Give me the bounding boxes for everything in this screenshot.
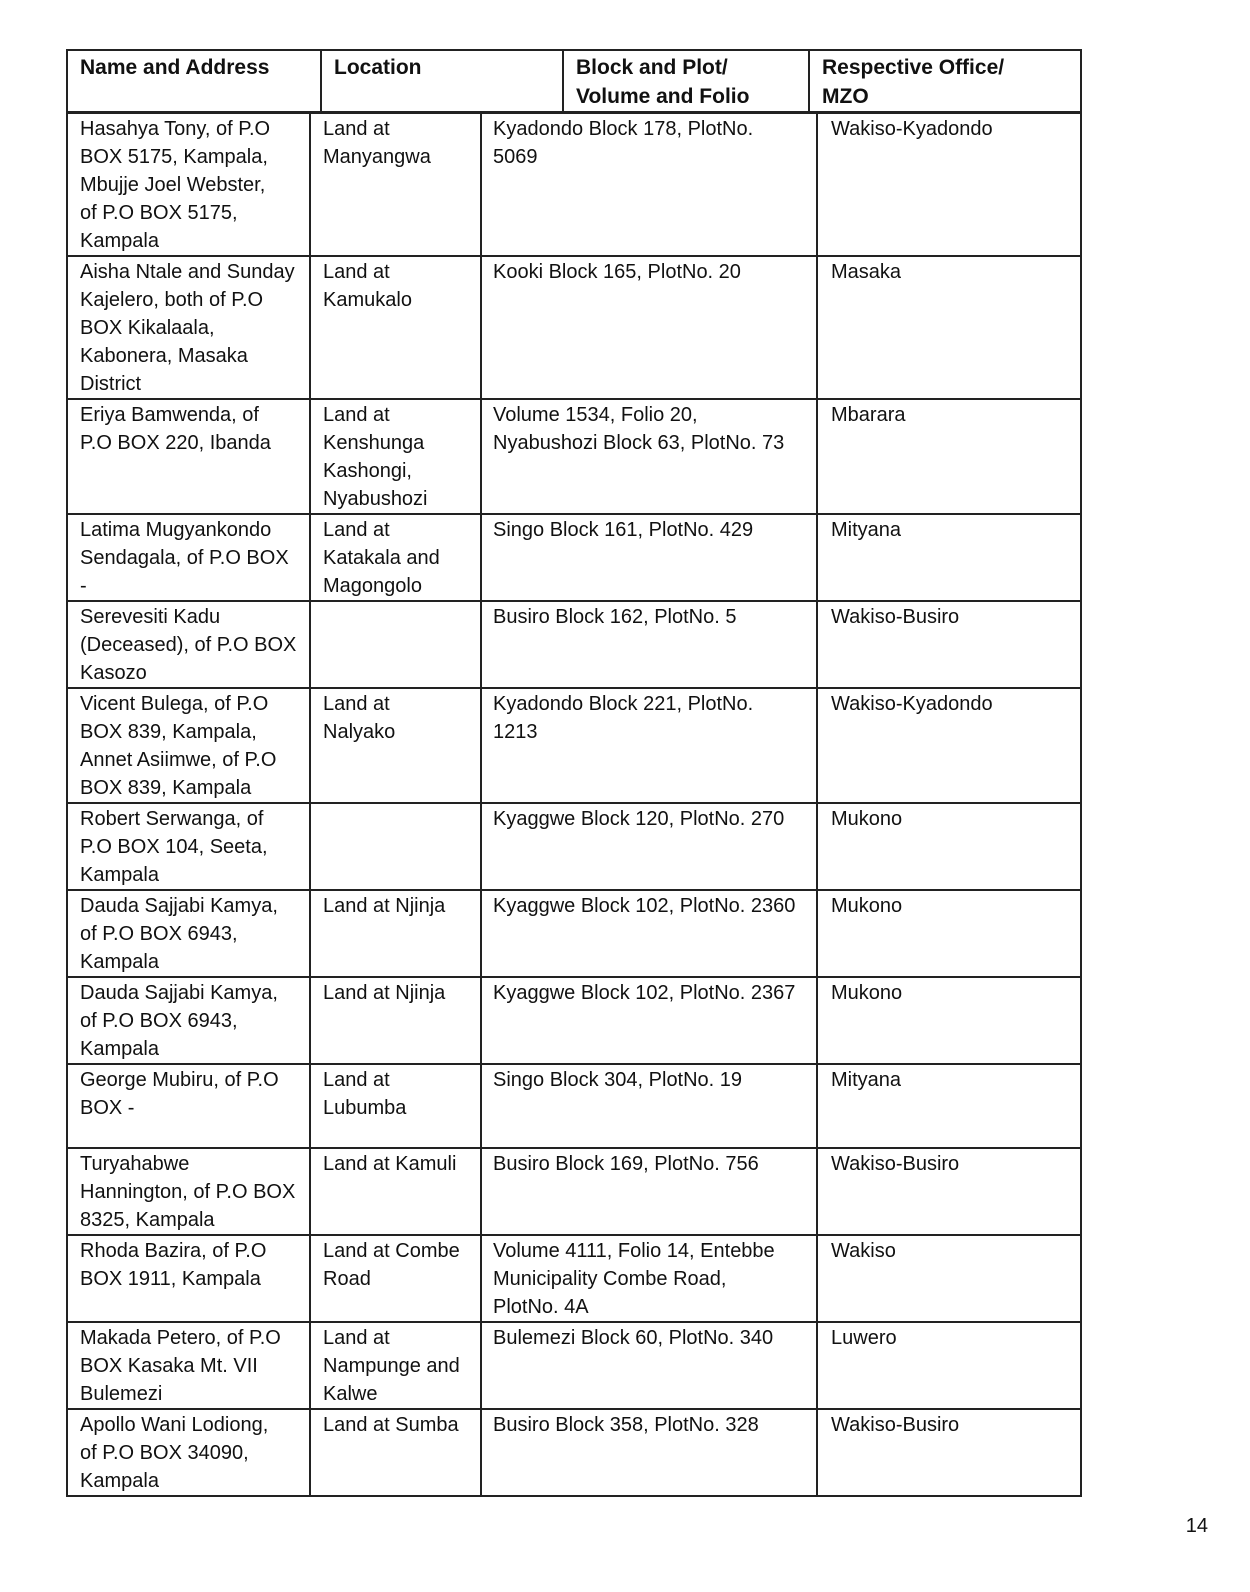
table-row: [67, 113, 1081, 256]
table-row: [67, 1322, 1081, 1409]
table-row: [67, 803, 1081, 890]
cell-line: Annet Asiimwe, of P.O: [80, 749, 277, 771]
cell-line: of P.O BOX 6943,: [80, 923, 238, 945]
cell-line: Luwero: [831, 1327, 897, 1349]
cell-name-address: [67, 1322, 310, 1409]
cell-name-address: [67, 1148, 310, 1235]
cell-line: Kyadondo Block 178, PlotNo.: [493, 118, 754, 140]
cell-line: P.O BOX 104, Seeta,: [80, 836, 268, 858]
cell-line: Sendagala, of P.O BOX -: [80, 547, 289, 597]
cell-line: Magongolo: [323, 575, 422, 597]
cell-block-plot: [481, 1064, 817, 1148]
table-row: [67, 514, 1081, 601]
cell-line: Kajelero, both of P.O: [80, 289, 264, 311]
cell-line: Kalwe: [323, 1383, 378, 1405]
cell-line: Land at: [323, 261, 390, 283]
cell-line: Mityana: [831, 1069, 902, 1091]
cell-line: Land at: [323, 118, 390, 140]
table-row: [67, 1235, 1081, 1322]
cell-line: Lubumba: [323, 1097, 407, 1119]
cell-respective-office: [817, 256, 1081, 399]
cell-line: BOX Kikalaala,: [80, 317, 215, 339]
header-location: [321, 50, 563, 112]
cell-respective-office: [817, 399, 1081, 514]
cell-name-address: [67, 1409, 310, 1496]
cell-line: Land at: [323, 1069, 390, 1091]
cell-line: BOX -: [80, 1097, 135, 1119]
cell-line: Singo Block 304, PlotNo. 19: [493, 1069, 743, 1091]
cell-block-plot: [481, 514, 817, 601]
cell-line: Katakala and: [323, 547, 440, 569]
table-row: [67, 1409, 1081, 1496]
table-row: [67, 1148, 1081, 1235]
cell-line: Kashongi,: [323, 460, 412, 482]
cell-line: BOX Kasaka Mt. VII: [80, 1355, 258, 1377]
cell-line: 1213: [493, 721, 538, 743]
cell-line: Serevesiti Kadu: [80, 606, 221, 628]
cell-respective-office: [817, 1409, 1081, 1496]
cell-line: Kampala: [80, 230, 159, 252]
cell-name-address: [67, 1235, 310, 1322]
cell-respective-office: [817, 514, 1081, 601]
cell-line: Land at Njinja: [323, 895, 446, 917]
cell-line: P.O BOX 220, Ibanda: [80, 432, 271, 454]
table-row: [67, 601, 1081, 688]
cell-line: Dauda Sajjabi Kamya,: [80, 982, 278, 1004]
header-text: MZO: [822, 85, 869, 108]
cell-location: [310, 1064, 481, 1148]
cell-line: Land at: [323, 693, 390, 715]
cell-line: Singo Block 161, PlotNo. 429: [493, 519, 754, 541]
cell-line: Land at: [323, 519, 390, 541]
cell-block-plot: [481, 977, 817, 1064]
cell-name-address: [67, 688, 310, 803]
cell-name-address: [67, 803, 310, 890]
cell-line: Manyangwa: [323, 146, 431, 168]
cell-line: Mukono: [831, 982, 903, 1004]
cell-block-plot: [481, 399, 817, 514]
cell-name-address: [67, 399, 310, 514]
cell-line: Municipality Combe Road,: [493, 1268, 727, 1290]
cell-line: Wakiso-Kyadondo: [831, 118, 993, 140]
cell-respective-office: [817, 803, 1081, 890]
cell-line: Dauda Sajjabi Kamya,: [80, 895, 278, 917]
page-number: 14: [1185, 1515, 1208, 1537]
cell-line: Apollo Wani Lodiong,: [80, 1414, 269, 1436]
cell-line: Latima Mugyankondo: [80, 519, 272, 541]
cell-line: Eriya Bamwenda, of: [80, 404, 259, 426]
cell-name-address: [67, 601, 310, 688]
cell-line: Busiro Block 358, PlotNo. 328: [493, 1414, 759, 1436]
table-row: [67, 688, 1081, 803]
cell-respective-office: [817, 601, 1081, 688]
cell-name-address: [67, 1064, 310, 1148]
cell-location: [310, 1409, 481, 1496]
cell-line: Land at Njinja: [323, 982, 446, 1004]
cell-line: Land at Kamuli: [323, 1153, 457, 1175]
cell-block-plot: [481, 1148, 817, 1235]
cell-location: [310, 1322, 481, 1409]
cell-line: Kampala: [80, 1470, 159, 1492]
cell-line: Land at Combe: [323, 1240, 460, 1262]
land-records-table: [66, 112, 1082, 1497]
cell-respective-office: [817, 890, 1081, 977]
cell-line: Road: [323, 1268, 371, 1290]
cell-location: [310, 514, 481, 601]
cell-block-plot: [481, 113, 817, 256]
cell-block-plot: [481, 688, 817, 803]
table-row: [67, 1064, 1081, 1148]
cell-location: [310, 803, 481, 890]
cell-name-address: [67, 890, 310, 977]
cell-respective-office: [817, 688, 1081, 803]
cell-line: Bulemezi: [80, 1383, 163, 1405]
cell-location: [310, 1235, 481, 1322]
table-row: [67, 977, 1081, 1064]
cell-respective-office: [817, 113, 1081, 256]
cell-block-plot: [481, 601, 817, 688]
cell-line: Kabonera, Masaka: [80, 345, 248, 367]
header-text: Respective Office/: [822, 56, 1005, 79]
cell-line: Kyadondo Block 221, PlotNo.: [493, 693, 754, 715]
cell-line: Kenshunga: [323, 432, 425, 454]
cell-line: Kyaggwe Block 120, PlotNo. 270: [493, 808, 785, 830]
header-block-plot: [563, 50, 809, 112]
table-header: [66, 49, 1082, 113]
cell-line: Nyabushozi: [323, 488, 428, 510]
cell-location: [310, 601, 481, 688]
cell-line: Robert Serwanga, of: [80, 808, 264, 830]
table-row: [67, 256, 1081, 399]
header-text: Name and Address: [80, 56, 270, 79]
cell-line: Wakiso-Busiro: [831, 1414, 960, 1436]
cell-line: Kyaggwe Block 102, PlotNo. 2367: [493, 982, 796, 1004]
cell-line: Bulemezi Block 60, PlotNo. 340: [493, 1327, 774, 1349]
cell-line: Mukono: [831, 808, 903, 830]
cell-line: Volume 1534, Folio 20,: [493, 404, 698, 426]
cell-location: [310, 688, 481, 803]
cell-respective-office: [817, 977, 1081, 1064]
cell-line: Wakiso-Busiro: [831, 1153, 960, 1175]
cell-line: 5069: [493, 146, 538, 168]
header-text: Volume and Folio: [576, 85, 750, 108]
cell-line: Volume 4111, Folio 14, Entebbe: [493, 1240, 775, 1262]
cell-name-address: [67, 514, 310, 601]
cell-location: [310, 977, 481, 1064]
cell-line: Vicent Bulega, of P.O: [80, 693, 269, 715]
cell-line: of P.O BOX 5175,: [80, 202, 238, 224]
cell-block-plot: [481, 803, 817, 890]
cell-block-plot: [481, 1409, 817, 1496]
cell-name-address: [67, 977, 310, 1064]
cell-line: 8325, Kampala: [80, 1209, 215, 1231]
cell-line: BOX 1911, Kampala: [80, 1268, 261, 1290]
cell-line: of P.O BOX 34090,: [80, 1442, 249, 1464]
cell-line: Makada Petero, of P.O: [80, 1327, 281, 1349]
cell-line: Land at: [323, 404, 390, 426]
cell-line: Masaka: [831, 261, 902, 283]
cell-line: Mukono: [831, 895, 903, 917]
cell-location: [310, 113, 481, 256]
cell-line: BOX 839, Kampala: [80, 777, 252, 799]
cell-line: Mityana: [831, 519, 902, 541]
cell-line: Nampunge and: [323, 1355, 460, 1377]
cell-line: Busiro Block 169, PlotNo. 756: [493, 1153, 759, 1175]
cell-location: [310, 1148, 481, 1235]
cell-line: Kampala: [80, 951, 159, 973]
cell-block-plot: [481, 890, 817, 977]
cell-respective-office: [817, 1148, 1081, 1235]
cell-line: (Deceased), of P.O BOX: [80, 634, 297, 656]
cell-line: Kamukalo: [323, 289, 412, 311]
cell-line: Kampala: [80, 1038, 159, 1060]
cell-line: Rhoda Bazira, of P.O: [80, 1240, 267, 1262]
cell-respective-office: [817, 1064, 1081, 1148]
table-row: [67, 890, 1081, 977]
cell-line: BOX 839, Kampala,: [80, 721, 257, 743]
cell-respective-office: [817, 1235, 1081, 1322]
header-text: Block and Plot/: [576, 56, 728, 79]
cell-line: District: [80, 373, 142, 395]
cell-line: BOX 5175, Kampala,: [80, 146, 268, 168]
cell-line: Wakiso-Kyadondo: [831, 693, 993, 715]
header-row: [67, 50, 1081, 112]
cell-line: Mbujje Joel Webster,: [80, 174, 266, 196]
cell-line: Wakiso-Busiro: [831, 606, 960, 628]
cell-line: Kasozo: [80, 662, 147, 684]
cell-line: Busiro Block 162, PlotNo. 5: [493, 606, 737, 628]
cell-location: [310, 399, 481, 514]
cell-location: [310, 256, 481, 399]
cell-line: George Mubiru, of P.O: [80, 1069, 279, 1091]
cell-location: [310, 890, 481, 977]
cell-block-plot: [481, 256, 817, 399]
cell-block-plot: [481, 1322, 817, 1409]
header-name-address: [67, 50, 321, 112]
header-respective-office: [809, 50, 1081, 112]
cell-line: Mbarara: [831, 404, 906, 426]
cell-line: Kyaggwe Block 102, PlotNo. 2360: [493, 895, 796, 917]
cell-line: Hannington, of P.O BOX: [80, 1181, 296, 1203]
cell-name-address: [67, 256, 310, 399]
table-body: [67, 113, 1081, 1496]
cell-line: Land at Sumba: [323, 1414, 459, 1436]
cell-line: Aisha Ntale and Sunday: [80, 261, 295, 283]
cell-line: Nalyako: [323, 721, 396, 743]
cell-line: Nyabushozi Block 63, PlotNo. 73: [493, 432, 785, 454]
table-row: [67, 399, 1081, 514]
cell-respective-office: [817, 1322, 1081, 1409]
cell-name-address: [67, 113, 310, 256]
cell-block-plot: [481, 1235, 817, 1322]
cell-line: Turyahabwe: [80, 1153, 190, 1175]
header-text: Location: [334, 56, 422, 79]
cell-line: Kampala: [80, 864, 159, 886]
cell-line: Wakiso: [831, 1240, 896, 1262]
cell-line: Kooki Block 165, PlotNo. 20: [493, 261, 741, 283]
cell-line: of P.O BOX 6943,: [80, 1010, 238, 1032]
cell-line: PlotNo. 4A: [493, 1296, 589, 1318]
cell-line: Land at: [323, 1327, 390, 1349]
cell-line: Hasahya Tony, of P.O: [80, 118, 271, 140]
